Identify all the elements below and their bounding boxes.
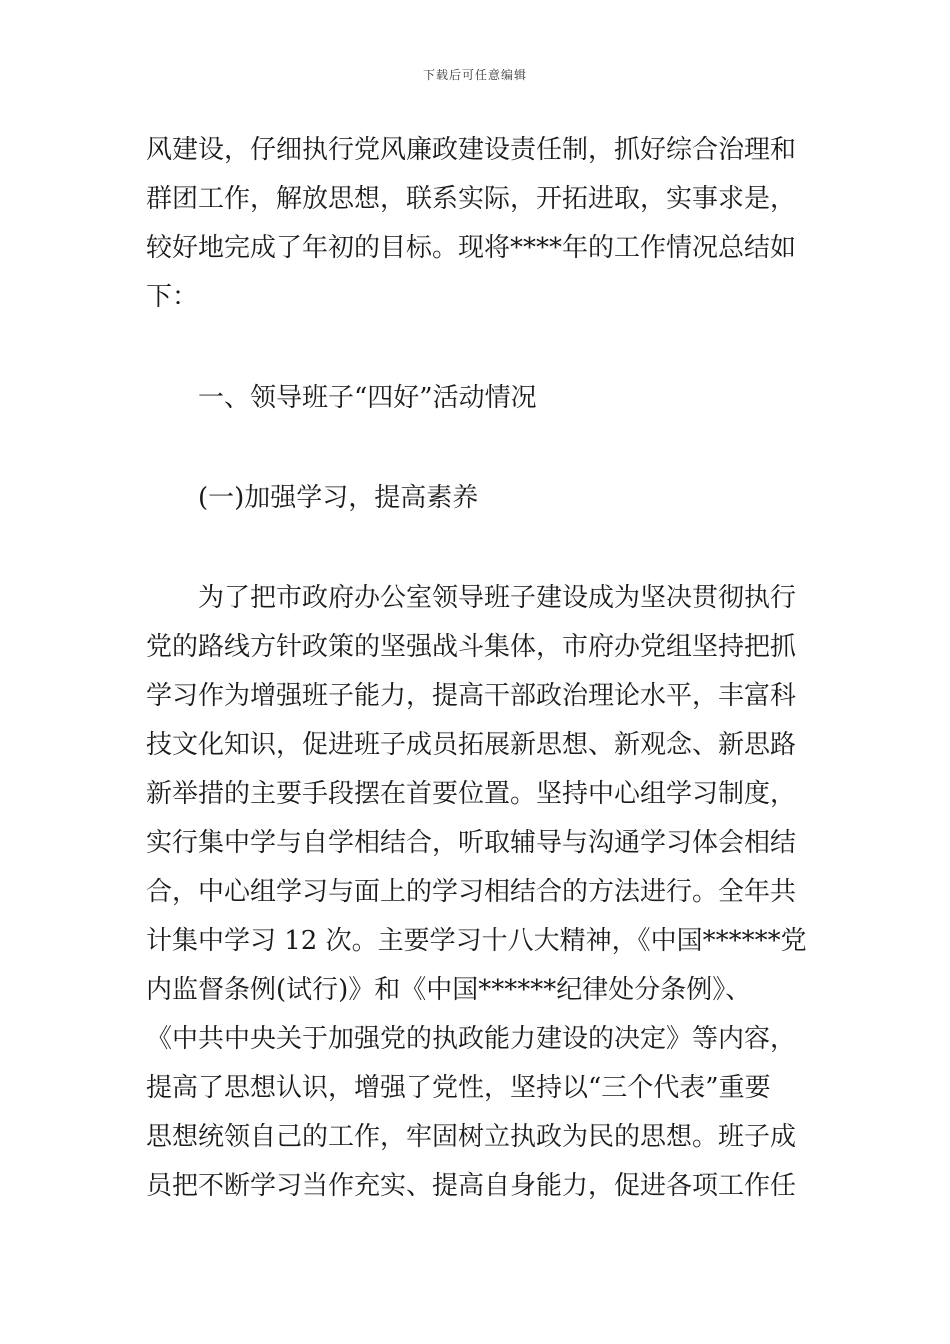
text-line: 内监督条例(试行)》和《中国******纪律处分条例》、: [146, 975, 752, 1005]
text-line: 为了把市政府办公室领导班子建设成为坚决贯彻执行: [198, 583, 797, 613]
intro-paragraph: [146, 126, 806, 322]
body-paragraph: [146, 574, 806, 1211]
text-line: 新举措的主要手段摆在首要位置。坚持中心组学习制度，: [146, 779, 797, 809]
text-line: 群团工作，解放思想，联系实际，开拓进取，实事求是，: [146, 184, 797, 214]
text-line: 员把不断学习当作充实、提高自身能力，促进各项工作任: [146, 1171, 797, 1201]
text-line: 学习作为增强班子能力，提高干部政治理论水平，丰富科: [146, 681, 797, 711]
section-heading: 一、领导班子“四好”活动情况: [198, 383, 537, 413]
text-line: 较好地完成了年初的目标。现将****年的工作情况总结如: [146, 233, 797, 263]
subsection-heading: (一)加强学习，提高素养: [198, 483, 479, 513]
text-line: 《中共中央关于加强党的执政能力建设的决定》等内容，: [146, 1024, 797, 1054]
text-line: 合，中心组学习与面上的学习相结合的方法进行。全年共: [146, 877, 797, 907]
text-line: 计集中学习 12 次。主要学习十八大精神，《中国******党: [146, 926, 807, 956]
text-line: 下：: [146, 282, 199, 312]
page-header-note: 下载后可任意编辑: [422, 68, 527, 82]
text-line: 党的路线方针政策的坚强战斗集体，市府办党组坚持把抓: [146, 632, 797, 662]
text-line: 技文化知识，促进班子成员拓展新思想、新观念、新思路: [146, 730, 797, 760]
text-line: 提高了思想认识，增强了党性，坚持以“三个代表”重要: [146, 1073, 771, 1103]
text-line: 风建设，仔细执行党风廉政建设责任制，抓好综合治理和: [146, 135, 797, 165]
text-line: 实行集中学与自学相结合，听取辅导与沟通学习体会相结: [146, 828, 797, 858]
text-line: 思想统领自己的工作，牢固树立执政为民的思想。班子成: [146, 1122, 797, 1152]
